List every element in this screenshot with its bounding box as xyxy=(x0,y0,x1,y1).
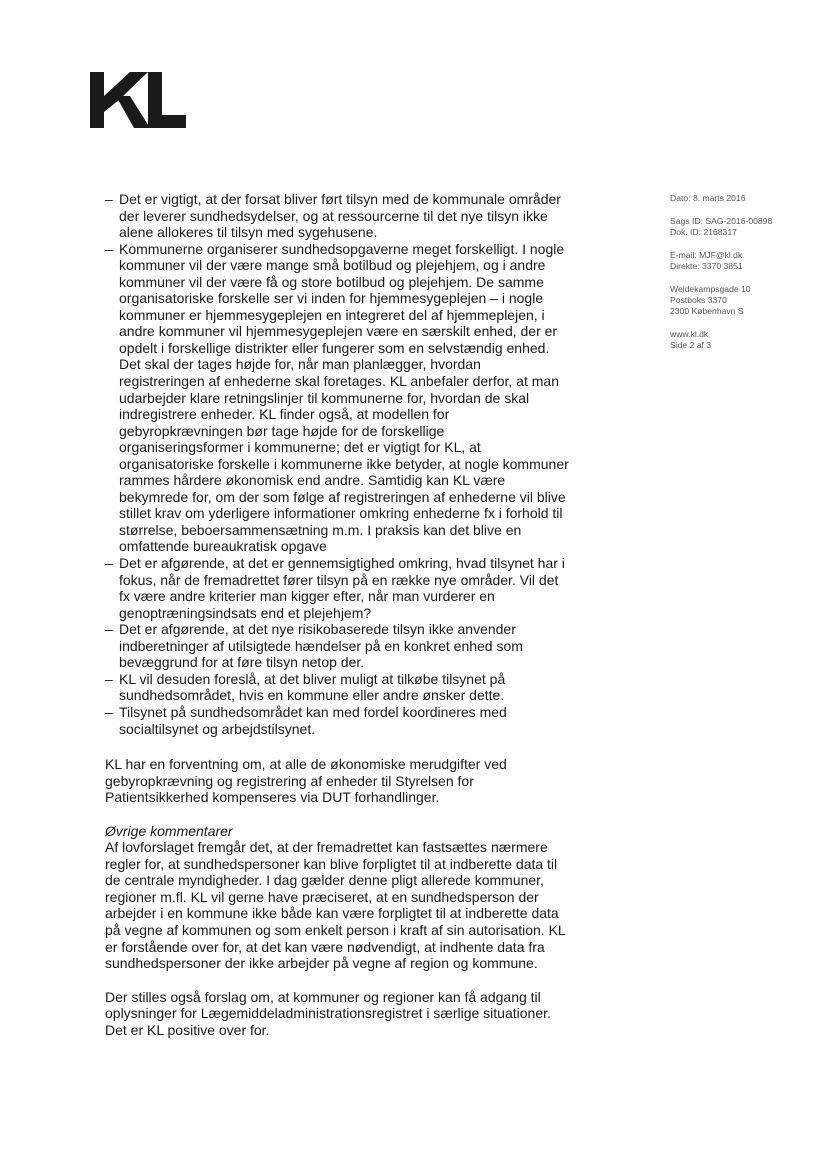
list-item: – Det er vigtigt, at der forsat bliver ført tilsyn med de kommunale områder der leverer sundhedsydelser, og at ressourcerne til det nye tilsyn ikke alene allokeres til tilsyn med sygehusene. xyxy=(105,191,570,241)
address-line-3: 2300 København S xyxy=(670,306,744,316)
date-label: Dato: xyxy=(670,193,691,203)
dok-id-label: Dok. ID: xyxy=(670,227,702,237)
sag-id-row xyxy=(670,216,820,227)
sag-id-label: Sags ID: xyxy=(670,216,703,226)
website-link[interactable]: www.kl.dk xyxy=(670,329,709,339)
list-item: – Tilsynet på sundhedsområdet kan med fordel koordineres med socialtilsynet og arbejdstilsynet. xyxy=(105,704,570,737)
date-row xyxy=(670,193,820,204)
kl-logo xyxy=(90,72,186,128)
paragraph-comments: Af lovforslaget fremgår det, at der fremadrettet kan fastsættes nærmere regler for, at sundhedspersoner kan blive forpligtet til at indberette data til de centrale myndigheder. I dag gælder denne pligt allerede kommuner, regioner m.fl. KL vil gerne have præciseret, at en sundhedsperson der arbejder i en kommune ikke både kan være forpligtet til at indberette data på vegne af kommunen og som enkelt person i kraft af sin autorisation. KL er forstående over for, at det kan være nødvendigt, at indhente data fra sundhedspersoner der ikke arbejder på vegne af region og kommune. xyxy=(105,839,566,972)
dok-id-row xyxy=(670,227,820,238)
direkte-row xyxy=(670,261,820,272)
letter-metadata xyxy=(670,193,820,363)
direkte-value: 3370 3851 xyxy=(702,261,743,271)
page-number: Side 2 af 3 xyxy=(670,340,712,350)
paragraph-dut: KL har en forventning om, at alle de økonomiske merudgifter ved gebyropkrævning og registrering af enheder til Styrelsen for Patientsikkerhed kompenseres via DUT forhandlinger. xyxy=(105,756,507,806)
sag-id-value: SAG-2016-00898 xyxy=(705,216,773,226)
bullet-list xyxy=(105,191,570,737)
section-heading: Øvrige kommentarer xyxy=(105,822,233,839)
direkte-label: Direkte: xyxy=(670,261,700,271)
email-label: E-mail: xyxy=(670,250,697,260)
letter-body xyxy=(105,191,570,1038)
paragraph-registry: Der stilles også forslag om, at kommuner og regioner kan få adgang til oplysninger for Lægemiddeladministrationsregistret i særlige situationer. Det er KL positive over for. xyxy=(105,988,551,1038)
email-value[interactable]: MJF@kl.dk xyxy=(699,250,743,260)
list-item: – KL vil desuden foreslå, at det bliver muligt at tilkøbe tilsynet på sundhedsområdet, hvis en kommune eller andre ønsker dette. xyxy=(105,671,570,704)
email-row xyxy=(670,250,820,261)
list-item: – Det er afgørende, at det nye risikobaserede tilsyn ikke anvender indberetninger af utilsigtede hændelser på en konkret enhed som bevæggrund for at føre tilsyn netop der. xyxy=(105,621,570,671)
list-item: – Det er afgørende, at det er gennemsigtighed omkring, hvad tilsynet har i fokus, når de fremadrettet fører tilsyn på en række nye områder. Vil det fx være andre kriterier man kigger efter, når man vurderer en genoptræningsindsats end et plejehjem? xyxy=(105,555,570,621)
list-item: – Kommunerne organiserer sundhedsopgaverne meget forskelligt. I nogle kommuner vil der være mange små botilbud og plejehjem, og i andre kommuner vil der være få og store botilbud og plejehjem. De samme organisatoriske forskelle ser vi inden for hjemmesygeplejen – i nogle kommuner er hjemmesygeplejen en integreret del af hjemmeplejen, i andre kommuner vil hjemmesygeplejen være en særskilt enhed, der er opdelt i forskellige distrikter eller fungerer som en selvstændig enhed. Det skal der tages højde for, når man planlægger, hvordan registreringen af enhederne skal foretages. KL anbefaler derfor, at man udarbejder klare retningslinjer til kommunerne for, hvordan de skal indregistrere enheder. KL finder også, at modellen for gebyropkrævningen bør tage højde for de forskellige organiseringsformer i kommunerne; det er vigtigt for KL, at organisatoriske forskelle i kommunerne ikke betyder, at nogle kommuner rammes hårdere økonomisk end andre. Samtidig kan KL være bekymrede for, om der som følge af registreringen af enhederne vil blive stillet krav om yderligere informationer omkring enhederne fx i forhold til størrelse, beboersammensætning m.m. I praksis kan det blive en omfattende bureaukratisk opgave xyxy=(105,241,570,555)
address-line-2: Postboks 3370 xyxy=(670,295,727,305)
dok-id-value: 2168317 xyxy=(703,227,737,237)
address-line-1: Weidekampsgade 10 xyxy=(670,284,751,294)
date-value: 8. marts 2016 xyxy=(692,193,746,203)
